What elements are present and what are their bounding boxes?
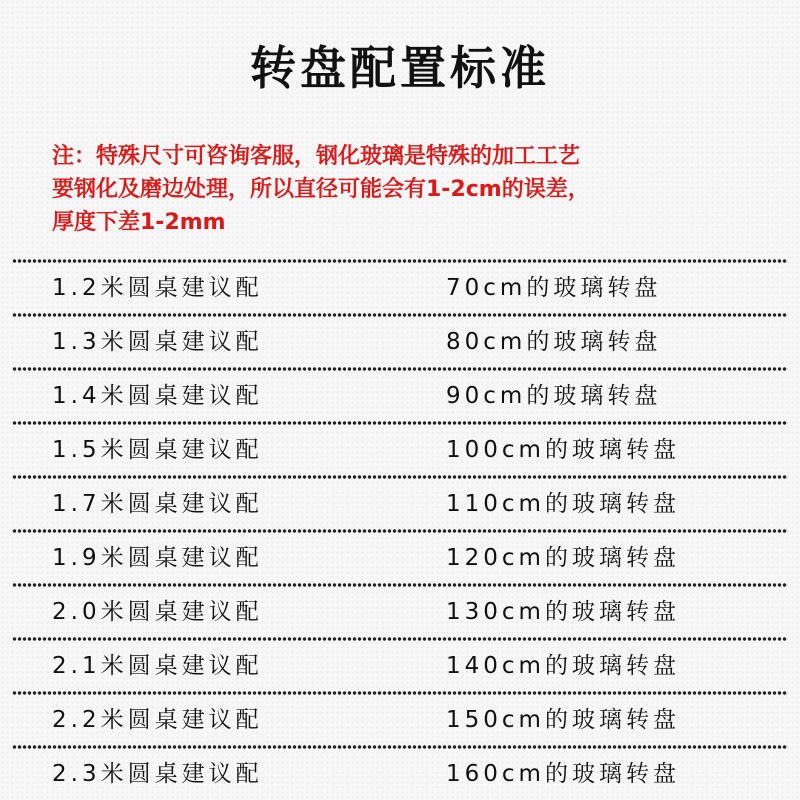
table-row (12, 318, 788, 366)
table-size-cell: 1.7米圆桌建议配 (52, 491, 263, 517)
table-size-cell: 1.5米圆桌建议配 (52, 437, 263, 463)
plate-size-cell: 150cm的玻璃转盘 (446, 707, 680, 733)
spec-table (12, 258, 788, 798)
page-title: 转盘配置标准 (250, 41, 550, 95)
table-row (12, 588, 788, 636)
plate-size-cell: 120cm的玻璃转盘 (446, 545, 680, 571)
plate-size-cell: 100cm的玻璃转盘 (446, 437, 680, 463)
plate-size-cell: 110cm的玻璃转盘 (446, 491, 680, 517)
note-line-2: 要钢化及磨边处理，所以直径可能会有1-2cm的误差， (52, 177, 590, 202)
table-row (12, 750, 788, 798)
table-row (12, 372, 788, 420)
plate-size-cell: 90cm的玻璃转盘 (446, 383, 662, 409)
plate-size-cell: 70cm的玻璃转盘 (446, 275, 662, 301)
table-size-cell: 1.4米圆桌建议配 (52, 383, 263, 409)
note-line-1: 注：特殊尺寸可咨询客服，钢化玻璃是特殊的加工工艺 (52, 144, 581, 169)
table-row (12, 480, 788, 528)
table-size-cell: 1.9米圆桌建议配 (52, 545, 263, 571)
table-row (12, 642, 788, 690)
table-size-cell: 2.2米圆桌建议配 (52, 707, 263, 733)
table-row (12, 696, 788, 744)
table-row (12, 264, 788, 312)
table-size-cell: 2.3米圆桌建议配 (52, 761, 263, 787)
plate-size-cell: 80cm的玻璃转盘 (446, 329, 662, 355)
table-row (12, 534, 788, 582)
plate-size-cell: 130cm的玻璃转盘 (446, 599, 680, 625)
table-size-cell: 1.2米圆桌建议配 (52, 275, 263, 301)
table-size-cell: 2.1米圆桌建议配 (52, 653, 263, 679)
plate-size-cell: 160cm的玻璃转盘 (446, 761, 680, 787)
plate-size-cell: 140cm的玻璃转盘 (446, 653, 680, 679)
table-size-cell: 2.0米圆桌建议配 (52, 599, 263, 625)
note-text (52, 140, 772, 239)
note-line-3: 厚度下差1-2mm (52, 210, 226, 235)
table-size-cell: 1.3米圆桌建议配 (52, 329, 263, 355)
table-row (12, 426, 788, 474)
